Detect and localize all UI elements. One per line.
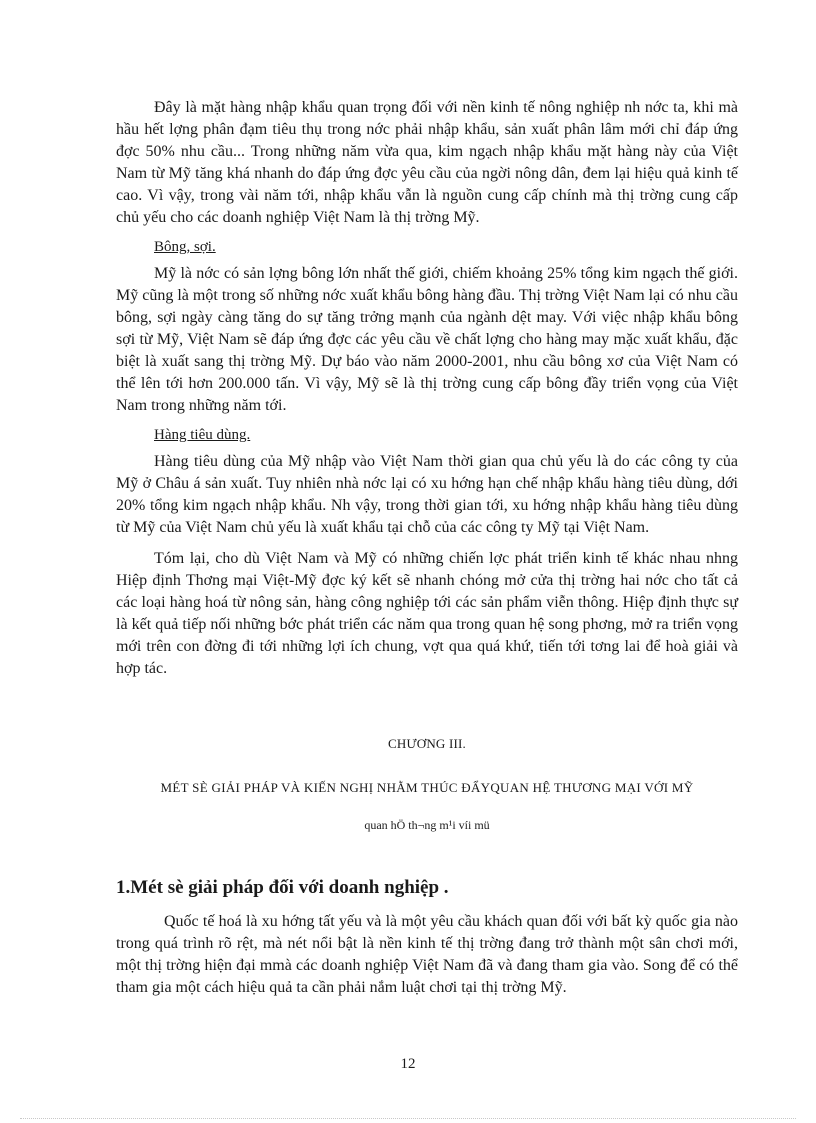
subheading-cotton: Bông, sợi.: [154, 239, 216, 255]
chapter-subtitle: quan hÖ th¬ng m¹i víi mü: [364, 818, 490, 832]
chapter-title: MÉT SÈ GIẢI PHÁP VÀ KIẾN NGHỊ NHẰM THÚC ĐẨYQUAN HỆ THƯƠNG MẠI VỚI MỸ: [160, 780, 694, 795]
paragraph-fertilizer: Đây là mặt hàng nhập khẩu quan trọng đối với nền kinh tế nông nghiệp nh nớc ta, khi mà hầu hết lợng phân đạm tiêu thụ trong nớc phải nhập khẩu, sản xuất phân lâm mới chỉ đáp ứng đợc 50% nhu cầu... Trong những năm vừa qua, kim ngạch nhập khẩu mặt hàng này của Việt Nam từ Mỹ tăng khá nhanh do đáp ứng đợc yêu cầu của ngời nông dân, đem lại hiệu quả kinh tế cao. Vì vậy, trong vài năm tới, nhập khẩu vẫn là nguồn cung cấp chính mà thị trờng cung cấp chủ yếu cho các doanh nghiệp Việt Nam là thị trờng Mỹ.: [116, 99, 738, 226]
paragraph-cotton: Mỹ là nớc có sản lợng bông lớn nhất thế giới, chiếm khoảng 25% tổng kim ngạch thế giới. Mỹ cũng là một trong số những nớc xuất khẩu bông hàng đầu. Thị trờng Việt Nam lại có nhu cầu bông, sợi ngày càng tăng do sự tăng trởng mạnh của ngành dệt may. Với việc nhập khẩu bông sợi từ Mỹ, Việt Nam sẽ đáp ứng đợc các yêu cầu về chất lợng cho hàng may mặc xuất khẩu, đặc biệt là xuất sang thị trờng Mỹ. Dự báo vào năm 2000-2001, nhu cầu bông xơ của Việt Nam có thể lên tới hơn 200.000 tấn. Vì vậy, Mỹ sẽ là thị trờng cung cấp bông đầy triển vọng của Việt Nam trong những năm tới.: [116, 265, 738, 414]
page-bottom-divider: [20, 1118, 796, 1119]
paragraph-section: Quốc tế hoá là xu hớng tất yếu và là một yêu cầu khách quan đối với bất kỳ quốc gia nào trong quá trình rõ rệt, mà nét nổi bật là nền kinh tế thị trờng đang trở thành một sân chơi mới, một thị trờng hiện đại mmà các doanh nghiệp Việt Nam đã và đang tham gia vào. Song để có thể tham gia một cách hiệu quả ta cần phải nắm luật chơi tại thị trờng Mỹ.: [116, 913, 738, 996]
paragraph-consumer-goods: Hàng tiêu dùng của Mỹ nhập vào Việt Nam thời gian qua chủ yếu là do các công ty của Mỹ ở Châu á sản xuất. Tuy nhiên nhà nớc lại có xu hớng hạn chế nhập khẩu hàng tiêu dùng, dới 20% tổng kim ngạch nhập khẩu. Nh vậy, trong thời gian tới, xu hớng nhập khẩu hàng tiêu dùng từ Mỹ của Việt Nam chủ yếu là xuất khẩu tại chỗ của các công ty Mỹ tại Việt Nam.: [116, 453, 738, 536]
page-number: 12: [400, 1056, 416, 1072]
section-body: [116, 911, 738, 999]
body-text: [116, 97, 738, 680]
subheading-consumer-goods: Hàng tiêu dùng.: [154, 427, 251, 443]
chapter-label: CHƯƠNG III.: [388, 736, 466, 751]
section-heading: 1.Mét sè giải pháp đối với doanh nghiệp .: [116, 877, 449, 898]
paragraph-summary: Tóm lại, cho dù Việt Nam và Mỹ có những chiến lợc phát triển kinh tế khác nhau nhng Hiệp định Thơng mại Việt-Mỹ đợc ký kết sẽ nhanh chóng mở cửa thị trờng hai nớc cho tất cả các loại hàng hoá từ nông sản, hàng công nghiệp tới các sản phẩm viễn thông. Hiệp định thực sự là kết quả tiếp nối những bớc phát triển các năm qua trong quan hệ song phơng, mở ra triển vọng mới trên con đờng đi tới những lợi ích chung, vợt qua quá khứ, tiến tới tơng lai để hoà giải và hợp tác.: [116, 550, 738, 677]
